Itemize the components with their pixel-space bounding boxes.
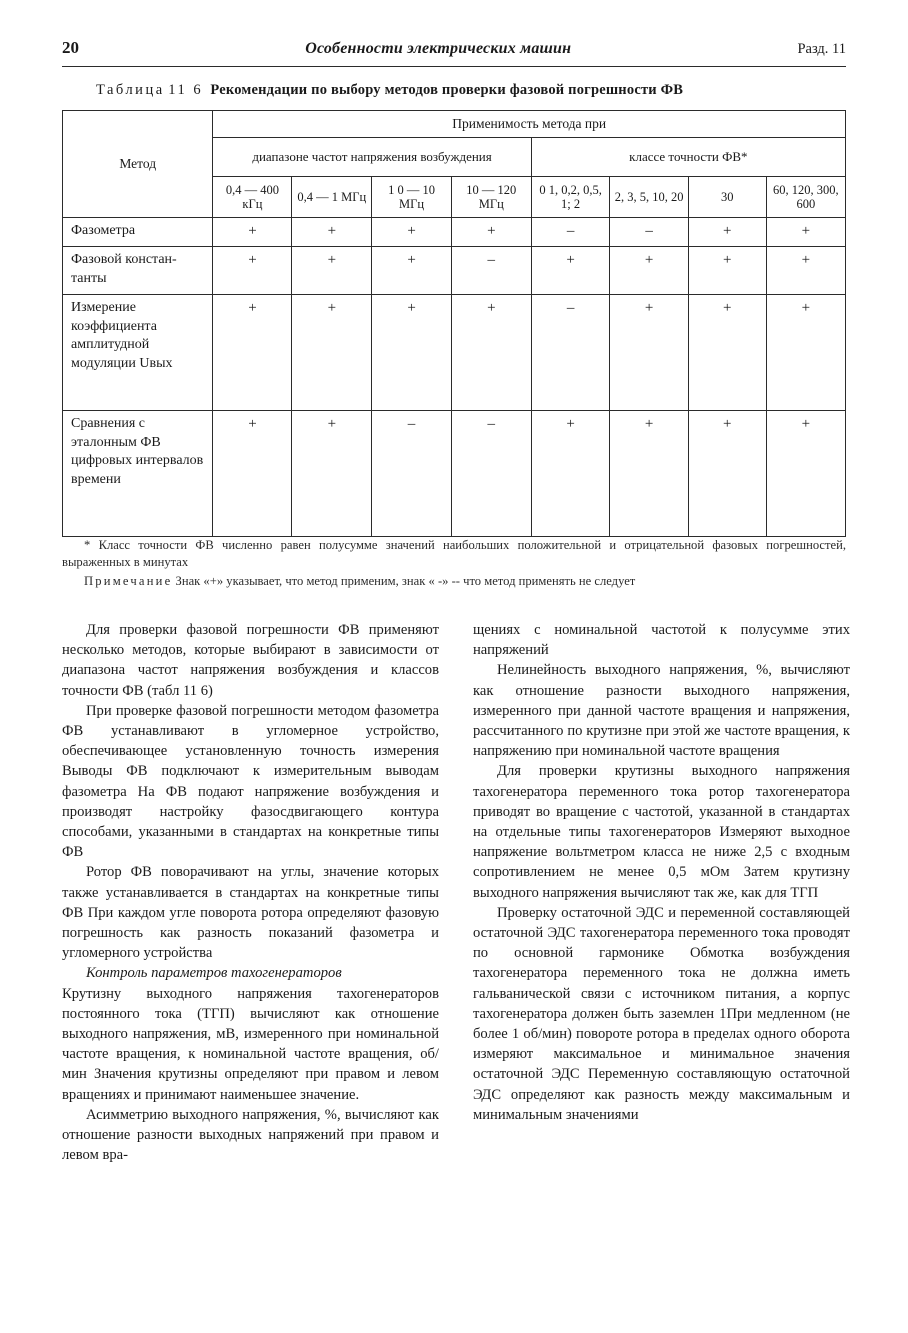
table-cell-mark: + <box>292 247 372 295</box>
table-row <box>63 218 846 247</box>
table-cell-mark: + <box>688 411 766 537</box>
running-head-section: Разд. 11 <box>797 41 846 57</box>
table-cell-mark: + <box>531 411 610 537</box>
table-header-freq-3: 1 0 — 10 МГц <box>372 177 452 218</box>
table-cell-mark: + <box>292 295 372 411</box>
paragraph: Нелинейность выходного напряжения, %, вычисляют как отношение разности выходного напряжения, измеренного при данной частоте вращения и напряжения, рассчитанного по крутизне при этой же частоте вращения, к напряжению при номинальной частоте вращения <box>473 662 850 760</box>
table-cell-mark: – <box>531 218 610 247</box>
table-cell-mark: + <box>213 247 292 295</box>
paragraph: Для проверки фазовой погрешности ФВ применяют несколько методов, которые выбирают в зависимости от диапазона частот напряжения возбуждения и классов точности ФВ (табл 11 6) <box>62 622 439 699</box>
table-header-class-1: 0 1, 0,2, 0,5, 1; 2 <box>531 177 610 218</box>
table-cell-mark: + <box>766 295 845 411</box>
footnote-note-text: Знак «+» указывает, что метод применим, знак « -» -- что метод применять не следует <box>175 574 636 589</box>
table-header-freq-2: 0,4 — 1 МГц <box>292 177 372 218</box>
table-cell-mark: + <box>531 247 610 295</box>
table-cell-mark: + <box>372 295 452 411</box>
table-cell-method: Сравнения с эталонным ФВ цифровых интервалов времени <box>63 411 213 537</box>
paragraph: Ротор ФВ поворачивают на углы, значение которых также устанавливается в стандартах на конкретные типы ФВ При каждом угле поворота ротора определяют фазовую погрешность как разность показаний фазометра и угломерного устройства <box>62 864 439 962</box>
table-cell-mark: – <box>531 295 610 411</box>
table-cell-mark: + <box>372 247 452 295</box>
table-header-group-frequency: диапазоне частот напряжения возбуждения <box>213 138 531 177</box>
column-right <box>473 620 850 1165</box>
paragraph: Асимметрию выходного напряжения, %, вычисляют как отношение разности выходных напряжений при правом и левом вра- <box>62 1106 439 1164</box>
page-number: 20 <box>62 38 79 57</box>
table-cell-mark: + <box>372 218 452 247</box>
table-cell-mark: – <box>610 218 688 247</box>
table-header-group-class: классе точности ФВ* <box>531 138 845 177</box>
subheading-italic: Контроль параметров тахогенераторов <box>86 965 342 982</box>
table-footnotes <box>62 537 846 593</box>
table-cell-mark: + <box>213 218 292 247</box>
body-text <box>62 620 850 1165</box>
table-cell-mark: + <box>688 295 766 411</box>
table-cell-method: Фазовой констан-танты <box>63 247 213 295</box>
recommendations-table <box>62 110 846 537</box>
running-head-title: Особенности электрических машин <box>305 40 572 57</box>
table-cell-mark: + <box>766 247 845 295</box>
table-caption-text: Рекомендации по выбору методов проверки фазовой погрешности ФВ <box>210 82 684 98</box>
table-cell-mark: + <box>766 218 845 247</box>
table-header-span-all: Применимость метода при <box>213 111 846 138</box>
table-row <box>63 247 846 295</box>
table-cell-mark: + <box>213 295 292 411</box>
table-cell-mark: + <box>451 295 531 411</box>
table-cell-mark: – <box>451 411 531 537</box>
table-cell-mark: + <box>766 411 845 537</box>
table-cell-mark: + <box>610 295 688 411</box>
table-header-class-3: 30 <box>688 177 766 218</box>
table-header-freq-4: 10 — 120 МГц <box>451 177 531 218</box>
paragraph: щениях с номинальной частотой к полусумме этих напряжений <box>473 622 850 659</box>
table-caption-number: 11 6 <box>168 82 204 98</box>
table-cell-mark: – <box>451 247 531 295</box>
running-head <box>62 38 846 64</box>
table-caption-label: Таблица <box>96 82 165 98</box>
table-caption <box>96 82 846 99</box>
table-cell-mark: + <box>213 411 292 537</box>
table-header-freq-1: 0,4 — 400 кГц <box>213 177 292 218</box>
table-cell-mark: + <box>688 247 766 295</box>
table-header-class-2: 2, 3, 5, 10, 20 <box>610 177 688 218</box>
paragraph: При проверке фазовой погрешности методом фазометра ФВ устанавливают в угломерное устройство, обеспечивающее установленную точность измерения Выводы ФВ подключают к измерительным выводам фазометра На ФВ подают напряжение возбуждения и производят настройку фазосдвигающего контура способами, указанными в стандартах на конкретные типы ФВ <box>62 702 439 861</box>
footnote-note <box>62 573 846 590</box>
table-row <box>63 295 846 411</box>
table-row <box>63 411 846 537</box>
table-cell-mark: + <box>292 411 372 537</box>
table-cell-mark: + <box>688 218 766 247</box>
paragraph: Проверку остаточной ЭДС и переменной составляющей остаточной ЭДС тахогенератора переменного тока проводят по основной гармонике Обмотка возбуждения тахогенератора переменного тока не должна иметь гальванической связи с источником питания, а корпус тахогенератора должен быть заземлен 1При медленном (не более 1 об/мин) повороте ротора в пределах одного оборота измеряют максимальное и минимальное значения остаточной ЭДС Переменную составляющую остаточной ЭДС определяют как разность между максимальным и минимальным значениями <box>473 904 850 1123</box>
table-cell-mark: + <box>292 218 372 247</box>
table-cell-mark: + <box>610 247 688 295</box>
paragraph: Для проверки крутизны выходного напряжения тахогенератора переменного тока ротор тахогенератора приводят во вращение с частотой, указанной в стандартах на отдельные типы тахогенераторов Измеряют выходное напряжение вольтметром класса не ниже 2,5 с входным сопротивлением не менее 0,5 мОм Затем крутизну выходного напряжения вычисляют так же, как для ТГП <box>473 763 850 901</box>
table-cell-mark: + <box>610 411 688 537</box>
column-left <box>62 620 439 1165</box>
table-header-method: Метод <box>63 111 213 218</box>
header-rule <box>62 66 846 67</box>
footnote-note-label: Примечание <box>84 574 173 589</box>
table-cell-mark: – <box>372 411 452 537</box>
table-header-class-4: 60, 120, 300, 600 <box>766 177 845 218</box>
table-cell-mark: + <box>451 218 531 247</box>
table-cell-method: Фазометра <box>63 218 213 247</box>
table-cell-method: Измерение коэффициента амплитудной модуляции Uвых <box>63 295 213 411</box>
footnote-star: * Класс точности ФВ численно равен полусумме значений наибольших положительной и отрицательной фазовых погрешностей, выраженных в минутах <box>62 538 846 569</box>
paragraph: Крутизну выходного напряжения тахогенераторов постоянного тока (ТГП) вычисляют как отношение выходного напряжения, мВ, измеренного при номинальной частоте вращения, к номинальной частоте вращения, об/мин Значения крутизны определяют при правом и левом вращениях и принимают наименьшее значение. <box>62 985 439 1103</box>
